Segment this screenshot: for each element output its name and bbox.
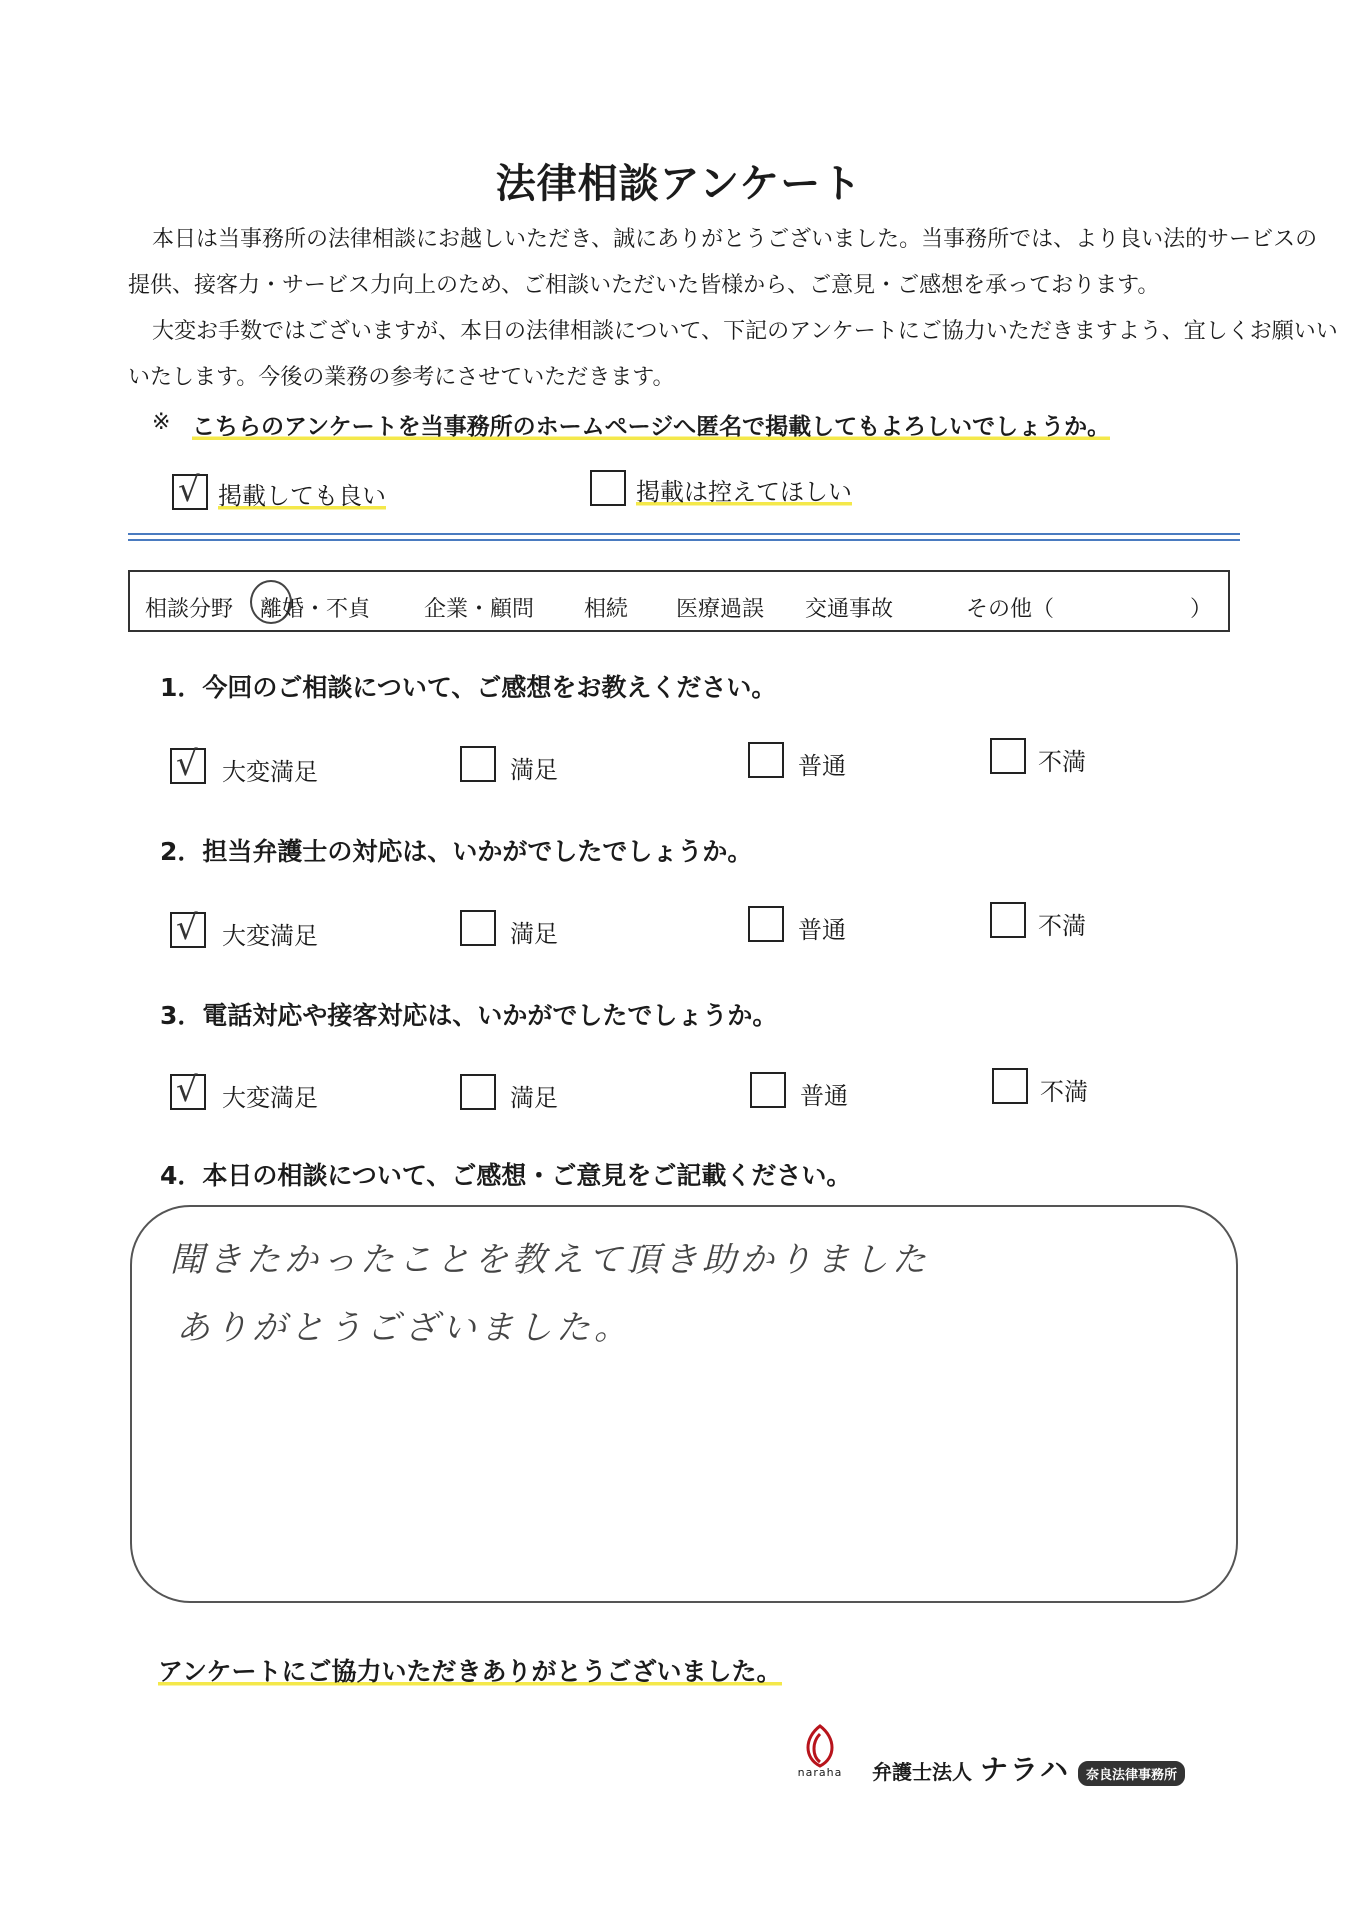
publish-ok-checkbox[interactable]	[172, 470, 208, 510]
q3-option-satisfied-checkbox[interactable]	[460, 1074, 496, 1110]
question-4	[160, 1156, 851, 1192]
check-mark-icon: √	[178, 470, 200, 510]
firm-prefix: 弁護士法人	[872, 1760, 972, 1784]
field-item-medical[interactable]: 医療過誤	[676, 597, 765, 622]
q1-option-very-satisfied-checkbox[interactable]	[170, 744, 206, 784]
thanks-message	[158, 1652, 782, 1688]
q2-option-very-satisfied-label: 大変満足	[222, 922, 318, 950]
q2-option-dissatisfied-checkbox[interactable]	[990, 902, 1026, 938]
question-1-text: 今回のご相談について、ご感想をお教えください。	[202, 673, 777, 702]
question-2-text: 担当弁護士の対応は、いかがでしたでしょうか。	[202, 837, 753, 866]
field-label: 相談分野	[145, 597, 234, 622]
publish-no-checkbox[interactable]	[590, 470, 626, 506]
q2-option-satisfied-checkbox[interactable]	[460, 910, 496, 946]
field-item-traffic[interactable]: 交通事故	[805, 597, 894, 622]
q1-option-dissatisfied-checkbox[interactable]	[990, 738, 1026, 774]
q3-option-normal-label: 普通	[800, 1082, 848, 1110]
q3-option-very-satisfied-checkbox[interactable]	[170, 1070, 206, 1110]
q2-option-dissatisfied-label: 不満	[1038, 912, 1086, 940]
check-mark-icon: √	[176, 744, 198, 784]
check-mark-icon: √	[176, 1070, 198, 1110]
q3-option-dissatisfied-checkbox[interactable]	[992, 1068, 1028, 1104]
q1-option-satisfied-label: 満足	[510, 756, 558, 784]
q3-option-very-satisfied-label: 大変満足	[222, 1084, 318, 1112]
comment-line-1: 聞きたかったことを教えて頂き助かりました	[170, 1240, 930, 1280]
field-item-other-close: ）	[1190, 597, 1213, 622]
intro-line-2: 提供、接客力・サービス力向上のため、ご相談いただいた皆様から、ご意見・ご感想を承っております。	[128, 273, 1160, 298]
firm-logo	[790, 1722, 850, 1782]
field-item-divorce[interactable]: 離婚・不貞	[260, 597, 371, 622]
q2-option-very-satisfied-checkbox[interactable]	[170, 908, 206, 948]
firm-badge: 奈良法律事務所	[1078, 1761, 1185, 1786]
firm-name	[872, 1748, 1185, 1788]
publish-ok-label-text: 掲載しても良い	[218, 482, 386, 510]
publication-question-text: こちらのアンケートを当事務所のホームページへ匿名で掲載してもよろしいでしょうか。	[192, 414, 1111, 440]
question-1-number: 1．	[160, 673, 203, 702]
question-2-number: 2．	[160, 837, 203, 866]
intro-line-3: 大変お手数ではございますが、本日の法律相談について、下記のアンケートにご協力いただきますよう、宜しくお願いい	[152, 319, 1338, 344]
intro-line-1: 本日は当事務所の法律相談にお越しいただき、誠にありがとうございました。当事務所では、より良い法的サービスの	[152, 227, 1318, 252]
q2-option-satisfied-label: 満足	[510, 920, 558, 948]
check-mark-icon: √	[176, 908, 198, 948]
question-3	[160, 996, 777, 1032]
q3-option-satisfied-label: 満足	[510, 1084, 558, 1112]
comment-line-2: ありがとうございました。	[176, 1308, 632, 1348]
divider-bottom-line	[128, 539, 1240, 541]
q1-option-satisfied-checkbox[interactable]	[460, 746, 496, 782]
q3-option-dissatisfied-label: 不満	[1040, 1078, 1088, 1106]
q2-option-normal-checkbox[interactable]	[748, 906, 784, 942]
question-2	[160, 832, 752, 868]
q1-option-very-satisfied-label: 大変満足	[222, 758, 318, 786]
q2-option-normal-label: 普通	[798, 916, 846, 944]
note-mark: ※	[152, 410, 171, 435]
question-1	[160, 668, 776, 704]
publish-ok-label	[218, 476, 386, 511]
field-item-corporate[interactable]: 企業・顧問	[424, 597, 535, 622]
q1-option-normal-label: 普通	[798, 752, 846, 780]
q1-option-normal-checkbox[interactable]	[748, 742, 784, 778]
page-title: 法律相談アンケート	[495, 161, 863, 207]
intro-line-4: いたします。今後の業務の参考にさせていただきます。	[128, 365, 675, 390]
question-4-number: 4．	[160, 1161, 203, 1190]
publish-no-label	[636, 472, 852, 507]
publication-question	[192, 408, 1110, 441]
logo-text: naraha	[797, 1766, 843, 1779]
question-3-number: 3．	[160, 1001, 203, 1030]
publish-no-label-text: 掲載は控えてほしい	[636, 478, 852, 506]
field-item-inheritance[interactable]: 相続	[584, 597, 629, 622]
thanks-message-text: アンケートにご協力いただきありがとうございました。	[158, 1657, 782, 1686]
divider-top-line	[128, 533, 1240, 535]
q3-option-normal-checkbox[interactable]	[750, 1072, 786, 1108]
question-3-text: 電話対応や接客対応は、いかがでしたでしょうか。	[202, 1001, 778, 1030]
q1-option-dissatisfied-label: 不満	[1038, 748, 1086, 776]
firm-name-katakana: ナラハ	[980, 1753, 1071, 1786]
question-4-text: 本日の相談について、ご感想・ご意見をご記載ください。	[202, 1161, 852, 1190]
field-item-other[interactable]: その他（	[966, 597, 1055, 622]
